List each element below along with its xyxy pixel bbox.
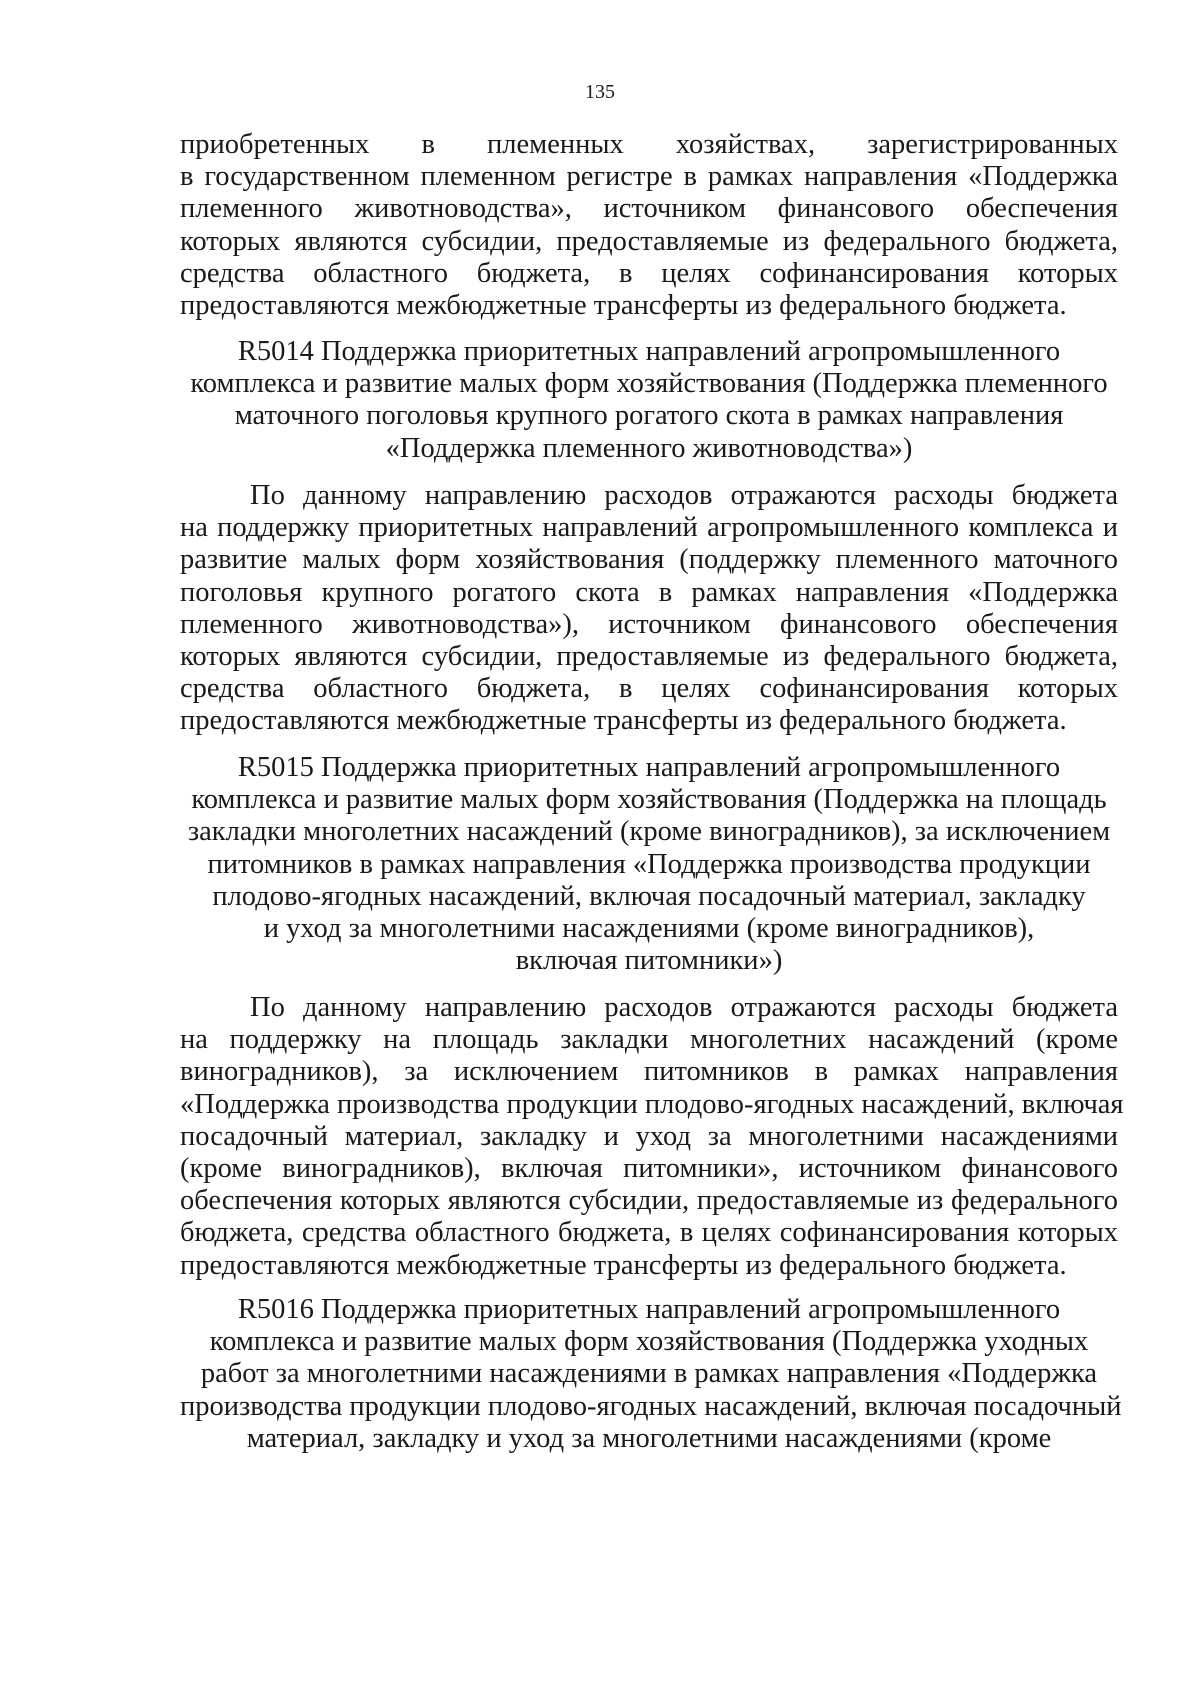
section-heading-r5015 xyxy=(180,752,1118,977)
page-number: 135 xyxy=(585,81,615,103)
text-line: посадочный материал, закладку и уход за многолетними насаждениями xyxy=(180,1120,1118,1152)
text-line: предоставляются межбюджетные трансферты из федерального бюджета. xyxy=(180,1249,1067,1281)
heading-line: питомников в рамках направления «Поддержка производства продукции xyxy=(207,848,1091,880)
heading-line: работ за многолетними насаждениями в рамках направления «Поддержка xyxy=(200,1358,1098,1390)
text-line: По данному направлению расходов отражаются расходы бюджета xyxy=(250,480,1118,511)
heading-line: комплекса и развитие малых форм хозяйствования (Поддержка племенного xyxy=(190,368,1108,400)
heading-line: плодово-ягодных насаждений, включая посадочный материал, закладку xyxy=(212,880,1086,912)
text-line: средства областного бюджета, в целях софинансирования которых xyxy=(180,673,1118,705)
text-line: племенного животноводства»), источником финансового обеспечения xyxy=(180,608,1118,640)
heading-line: производства продукции плодово-ягодных насаждений, включая посадочный xyxy=(180,1390,1122,1422)
text-line: (кроме виноградников), включая питомники», источником финансового xyxy=(180,1152,1118,1184)
text-line: средства областного бюджета, в целях софинансирования которых xyxy=(180,257,1118,289)
text-line: По данному направлению расходов отражаются расходы бюджета xyxy=(250,992,1118,1023)
heading-line: R5016 Поддержка приоритетных направлений агропромышленного xyxy=(237,1294,1061,1325)
text-line: племенного животноводства», источником финансового обеспечения xyxy=(180,193,1118,225)
heading-line: закладки многолетних насаждений (кроме виноградников), за исключением xyxy=(187,816,1111,848)
text-line: в государственном племенном регистре в рамках направления «Поддержка xyxy=(180,161,1118,193)
text-line: которых являются субсидии, предоставляемые из федерального бюджета, xyxy=(180,225,1118,257)
heading-line: R5014 Поддержка приоритетных направлений агропромышленного xyxy=(237,336,1061,367)
heading-line: включая питомники») xyxy=(515,945,783,977)
paragraph-r5015 xyxy=(180,992,1124,1282)
text-line: приобретенных в племенных хозяйствах, зарегистрированных xyxy=(180,129,1118,160)
text-line: которых являются субсидии, предоставляемые из федерального бюджета, xyxy=(180,640,1118,672)
heading-line: комплекса и развитие малых форм хозяйствования (Поддержка на площадь xyxy=(191,784,1107,816)
paragraph-r5014 xyxy=(180,480,1118,738)
text-line: «Поддержка производства продукции плодово-ягодных насаждений, включая xyxy=(180,1088,1124,1120)
text-line: виноградников), за исключением питомников в рамках направления xyxy=(180,1056,1118,1088)
heading-line: маточного поголовья крупного рогатого скота в рамках направления xyxy=(234,400,1064,432)
text-line: поголовья крупного рогатого скота в рамках направления «Поддержка xyxy=(180,576,1118,608)
heading-line: материал, закладку и уход за многолетними насаждениями (кроме xyxy=(246,1422,1052,1454)
text-line: предоставляются межбюджетные трансферты из федерального бюджета. xyxy=(180,705,1067,737)
heading-line: и уход за многолетними насаждениями (кроме виноградников), xyxy=(263,912,1035,944)
section-heading-r5016 xyxy=(180,1294,1122,1455)
section-heading-r5014 xyxy=(180,336,1118,465)
text-line: бюджета, средства областного бюджета, в целях софинансирования которых xyxy=(180,1217,1118,1249)
text-line: на поддержку на площадь закладки многолетних насаждений (кроме xyxy=(180,1024,1118,1056)
heading-line: комплекса и развитие малых форм хозяйствования (Поддержка уходных xyxy=(209,1326,1089,1358)
text-line: на поддержку приоритетных направлений агропромышленного комплекса и xyxy=(180,512,1118,544)
text-line: развитие малых форм хозяйствования (поддержку племенного маточного xyxy=(180,544,1118,576)
heading-line: «Поддержка племенного животноводства») xyxy=(385,432,913,464)
text-line: обеспечения которых являются субсидии, предоставляемые из федерального xyxy=(180,1185,1118,1217)
text-line: предоставляются межбюджетные трансферты из федерального бюджета. xyxy=(180,289,1067,321)
heading-line: R5015 Поддержка приоритетных направлений агропромышленного xyxy=(237,752,1061,783)
paragraph-continuation xyxy=(180,129,1118,322)
